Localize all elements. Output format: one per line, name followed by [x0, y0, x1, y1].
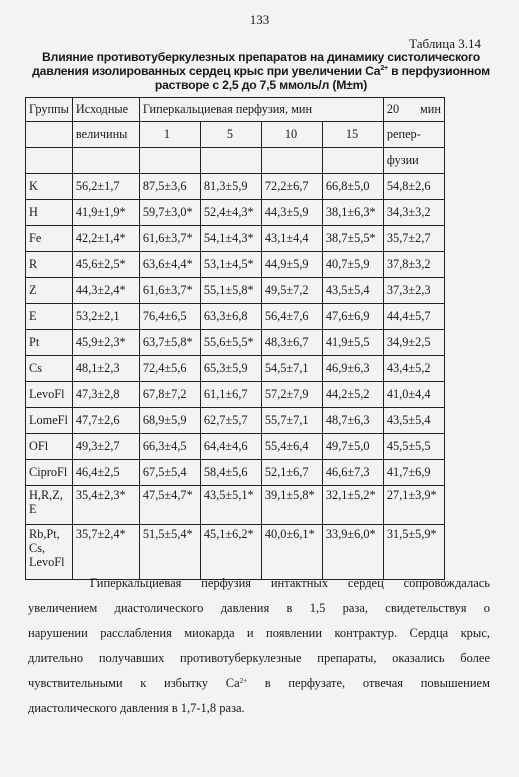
- value-cell: 38,7±5,5*: [322, 226, 383, 252]
- header-reperfusion-3: фузии: [383, 148, 444, 174]
- value-cell: 67,8±7,2: [139, 382, 200, 408]
- value-cell: 32,1±5,2*: [322, 486, 383, 525]
- value-cell: 35,7±2,7: [383, 226, 444, 252]
- group-cell: E: [26, 304, 73, 330]
- value-cell: 55,6±5,5*: [200, 330, 261, 356]
- value-cell: 59,7±3,0*: [139, 200, 200, 226]
- value-cell: 44,9±5,9: [261, 252, 322, 278]
- paragraph-line: Гиперкальциевая перфузия интактных сердец сопровождалась: [90, 576, 490, 590]
- header-blank-3: [139, 148, 200, 174]
- group-cell: Rb,Pt, Cs, LevoFl: [26, 525, 73, 580]
- table-row: [26, 330, 445, 356]
- group-cell: LevoFl: [26, 382, 73, 408]
- value-cell: 45,1±6,2*: [200, 525, 261, 580]
- value-cell: 64,4±4,6: [200, 434, 261, 460]
- header-reperfusion-2: репер-: [383, 122, 444, 148]
- value-cell: 72,2±6,7: [261, 174, 322, 200]
- value-cell: 43,4±5,2: [383, 356, 444, 382]
- table-row: [26, 174, 445, 200]
- table-row: [26, 252, 445, 278]
- body-paragraph: [28, 571, 490, 721]
- header-initial: Исходные: [72, 98, 139, 122]
- paragraph-line: длительно получавших противотуберкулезные препараты, оказались более: [28, 651, 490, 665]
- value-cell: 63,7±5,8*: [139, 330, 200, 356]
- value-cell: 52,4±4,3*: [200, 200, 261, 226]
- group-cell: Fe: [26, 226, 73, 252]
- paragraph-line: увеличением диастолического давления в 1,5 раза, свидетельствуя о: [28, 601, 490, 615]
- value-cell: 49,5±7,2: [261, 278, 322, 304]
- table-header-row-3: [26, 148, 445, 174]
- header-blank-5: [261, 148, 322, 174]
- group-cell: R: [26, 252, 73, 278]
- value-cell: 56,4±7,6: [261, 304, 322, 330]
- group-cell: Pt: [26, 330, 73, 356]
- value-cell: 61,1±6,7: [200, 382, 261, 408]
- value-cell: 54,1±4,3*: [200, 226, 261, 252]
- value-cell: 63,3±6,8: [200, 304, 261, 330]
- value-cell: 49,3±2,7: [72, 434, 139, 460]
- value-cell: 49,7±5,0: [322, 434, 383, 460]
- value-cell: 54,8±2,6: [383, 174, 444, 200]
- value-cell: 47,6±6,9: [322, 304, 383, 330]
- value-cell: 39,1±5,8*: [261, 486, 322, 525]
- table-caption: [30, 50, 492, 92]
- value-cell: 55,1±5,8*: [200, 278, 261, 304]
- value-cell: 58,4±5,6: [200, 460, 261, 486]
- value-cell: 48,3±6,7: [261, 330, 322, 356]
- value-cell: 38,1±6,3*: [322, 200, 383, 226]
- value-cell: 33,9±6,0*: [322, 525, 383, 580]
- value-cell: 55,7±7,1: [261, 408, 322, 434]
- header-min-10: 10: [261, 122, 322, 148]
- header-min-1: 1: [139, 122, 200, 148]
- group-cell: H: [26, 200, 73, 226]
- value-cell: 45,5±5,5: [383, 434, 444, 460]
- value-cell: 81,3±5,9: [200, 174, 261, 200]
- table-row: [26, 408, 445, 434]
- value-cell: 63,6±4,4*: [139, 252, 200, 278]
- data-table: [25, 97, 445, 580]
- caption-line-1: Влияние противотуберкулезных препаратов на динамику систолического: [42, 50, 480, 64]
- value-cell: 46,9±6,3: [322, 356, 383, 382]
- value-cell: 44,3±2,4*: [72, 278, 139, 304]
- group-cell: LomeFl: [26, 408, 73, 434]
- value-cell: 41,0±4,4: [383, 382, 444, 408]
- value-cell: 43,5±5,4: [322, 278, 383, 304]
- value-cell: 67,5±5,4: [139, 460, 200, 486]
- value-cell: 41,9±1,9*: [72, 200, 139, 226]
- caption-line-2: давления изолированных сердец крыс при увеличении $Ca^{2+}$ в перфузионном: [32, 64, 490, 78]
- table-row: [26, 200, 445, 226]
- header-groups: Группы: [26, 98, 73, 122]
- value-cell: 42,2±1,4*: [72, 226, 139, 252]
- value-cell: 61,6±3,7*: [139, 226, 200, 252]
- group-cell: OFl: [26, 434, 73, 460]
- paragraph-line: нарушении расслабления миокарда и появлении контрактур. Сердца крыс,: [28, 626, 490, 640]
- value-cell: 68,9±5,9: [139, 408, 200, 434]
- value-cell: 53,1±4,5*: [200, 252, 261, 278]
- value-cell: 62,7±5,7: [200, 408, 261, 434]
- value-cell: 46,6±7,3: [322, 460, 383, 486]
- value-cell: 48,7±6,3: [322, 408, 383, 434]
- value-cell: 43,5±5,1*: [200, 486, 261, 525]
- value-cell: 37,8±3,2: [383, 252, 444, 278]
- value-cell: 52,1±6,7: [261, 460, 322, 486]
- header-blank-4: [200, 148, 261, 174]
- table-row: [26, 226, 445, 252]
- value-cell: 44,3±5,9: [261, 200, 322, 226]
- group-cell: K: [26, 174, 73, 200]
- table-label: Таблица 3.14: [409, 36, 481, 51]
- paragraph-line: диастолического давления в 1,7-1,8 раза.: [28, 701, 245, 715]
- page-number: 133: [249, 12, 270, 27]
- table-row: [26, 356, 445, 382]
- value-cell: 65,3±5,9: [200, 356, 261, 382]
- value-cell: 43,1±4,4: [261, 226, 322, 252]
- header-min-15: 15: [322, 122, 383, 148]
- header-min-5: 5: [200, 122, 261, 148]
- group-cell: Z: [26, 278, 73, 304]
- value-cell: 40,0±6,1*: [261, 525, 322, 580]
- table-row: [26, 486, 445, 525]
- value-cell: 48,1±2,3: [72, 356, 139, 382]
- value-cell: 41,7±6,9: [383, 460, 444, 486]
- value-cell: 41,9±5,5: [322, 330, 383, 356]
- value-cell: 72,4±5,6: [139, 356, 200, 382]
- value-cell: 37,3±2,3: [383, 278, 444, 304]
- table-row: [26, 304, 445, 330]
- value-cell: 55,4±6,4: [261, 434, 322, 460]
- value-cell: 51,5±5,4*: [139, 525, 200, 580]
- value-cell: 46,4±2,5: [72, 460, 139, 486]
- table-header-row-1: [26, 98, 445, 122]
- table-row: [26, 434, 445, 460]
- value-cell: 45,9±2,3*: [72, 330, 139, 356]
- value-cell: 44,4±5,7: [383, 304, 444, 330]
- header-groups-cont: [26, 122, 73, 148]
- value-cell: 35,4±2,3*: [72, 486, 139, 525]
- caption-line-3: растворе с 2,5 до 7,5 ммоль/л (M±m): [154, 78, 368, 92]
- paragraph-line: чувствительными к избытку $Ca^{2+}$ в перфузате, отвечая повышением: [28, 676, 490, 690]
- table-row: [26, 460, 445, 486]
- value-cell: 76,4±6,5: [139, 304, 200, 330]
- value-cell: 87,5±3,6: [139, 174, 200, 200]
- value-cell: 43,5±5,4: [383, 408, 444, 434]
- value-cell: 47,5±4,7*: [139, 486, 200, 525]
- header-blank-6: [322, 148, 383, 174]
- value-cell: 53,2±2,1: [72, 304, 139, 330]
- group-cell: H,R,Z, E: [26, 486, 73, 525]
- header-initial-cont: величины: [72, 122, 139, 148]
- group-cell: Cs: [26, 356, 73, 382]
- table-row: [26, 382, 445, 408]
- value-cell: 40,7±5,9: [322, 252, 383, 278]
- header-reperfusion: 20 мин: [383, 98, 444, 122]
- header-blank-2: [72, 148, 139, 174]
- value-cell: 66,3±4,5: [139, 434, 200, 460]
- value-cell: 54,5±7,1: [261, 356, 322, 382]
- value-cell: 56,2±1,7: [72, 174, 139, 200]
- table-row: [26, 278, 445, 304]
- header-perfusion: Гиперкальциевая перфузия, мин: [139, 98, 383, 122]
- value-cell: 47,7±2,6: [72, 408, 139, 434]
- group-cell: CiproFl: [26, 460, 73, 486]
- value-cell: 34,3±3,2: [383, 200, 444, 226]
- value-cell: 35,7±2,4*: [72, 525, 139, 580]
- value-cell: 31,5±5,9*: [383, 525, 444, 580]
- header-blank-1: [26, 148, 73, 174]
- table-header-row-2: [26, 122, 445, 148]
- value-cell: 44,2±5,2: [322, 382, 383, 408]
- value-cell: 61,6±3,7*: [139, 278, 200, 304]
- value-cell: 57,2±7,9: [261, 382, 322, 408]
- value-cell: 66,8±5,0: [322, 174, 383, 200]
- value-cell: 47,3±2,8: [72, 382, 139, 408]
- value-cell: 27,1±3,9*: [383, 486, 444, 525]
- value-cell: 34,9±2,5: [383, 330, 444, 356]
- value-cell: 45,6±2,5*: [72, 252, 139, 278]
